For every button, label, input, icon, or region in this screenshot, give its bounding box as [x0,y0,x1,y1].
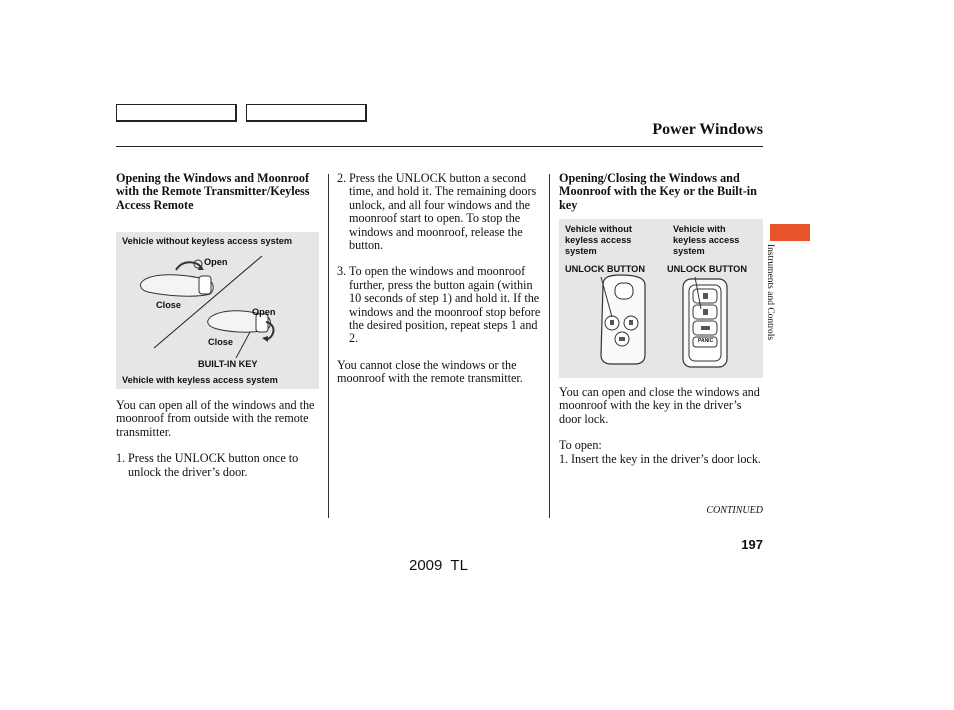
left-paragraph: You can open all of the windows and the moonroof from outside with the remote transmitter. [116,398,315,439]
page-number: 197 [741,537,763,552]
middle-step-2-text: Press the UNLOCK button a second time, and hold it. The remaining doors unlock, and all four windows and the moonroof start to open. To stop the windows and moonroof, release the button. [349,171,537,253]
left-step-1-text: Press the UNLOCK button once to unlock the driver’s door. [128,451,299,479]
right-column [559,172,763,212]
figure-label-built-in-key: BUILT-IN KEY [198,359,258,369]
left-step-1-number: 1. [116,451,126,466]
figure-label-open-2: Open [252,307,276,317]
figure-label-without-keyless: Vehicle without keyless access system [122,236,293,246]
figure-label-open-1: Open [204,257,228,267]
right-step-1 [559,453,763,466]
nav-box-2[interactable] [246,104,367,122]
remote-figure [116,232,319,389]
right-column-text [559,386,763,466]
middle-step-2-number: 2. [337,171,347,185]
right-paragraph: You can open and close the windows and moonroof with the key in the driver’s door lock. [559,385,760,426]
left-heading: Opening the Windows and Moonroof with the Remote Transmitter/Keyless Access Remote [116,171,310,212]
right-step-1-number: 1. [559,451,569,466]
title-rule [116,146,763,147]
right-step-1-text: Insert the key in the driver’s door lock. [571,451,761,466]
panic-button-label: PANIC [698,338,714,344]
key-figure [559,219,763,378]
section-tab[interactable] [770,224,810,241]
left-column [116,172,321,212]
figure-label-with-keyless-right: Vehicle with keyless access system [673,224,740,256]
figure-label-with-keyless: Vehicle with keyless access system [122,375,278,385]
left-column-text [116,399,321,479]
figure-label-close-1: Close [156,300,182,310]
unlock-button-label-right: UNLOCK BUTTON [667,264,747,274]
section-tab-label: Instruments and Controls [765,244,775,341]
nav-box-1[interactable] [116,104,237,122]
column-divider-1 [328,174,329,518]
unlock-button-label-left: UNLOCK BUTTON [565,264,645,274]
middle-paragraph: You cannot close the windows or the moonroof with the remote transmitter. [337,357,523,386]
continued-label: CONTINUED [706,505,763,516]
model-name: 2009 TL [409,557,468,574]
page-title: Power Windows [652,121,763,138]
right-to-open: To open: [559,438,602,453]
middle-step-3-number: 3. [337,264,347,279]
column-divider-2 [549,174,550,518]
middle-step-3-text: To open the windows and moonroof further, press the button again (within 10 seconds of step 1) and hold it. If the windows and the moonroof stop before the desired position, repeat steps 1 and 2. [349,264,541,346]
figure-label-close-2: Close [208,337,234,347]
middle-column [337,172,541,386]
middle-step-3 [337,265,541,345]
right-heading: Opening/Closing the Windows and Moonroof with the Key or the Built-in key [559,171,757,212]
middle-step-2 [337,172,541,252]
key-remotes-illustration [559,219,763,378]
figure-label-without-keyless-right: Vehicle without keyless access system [565,224,632,256]
section-tab-label-wrap [765,244,785,374]
left-step-1 [116,452,321,479]
